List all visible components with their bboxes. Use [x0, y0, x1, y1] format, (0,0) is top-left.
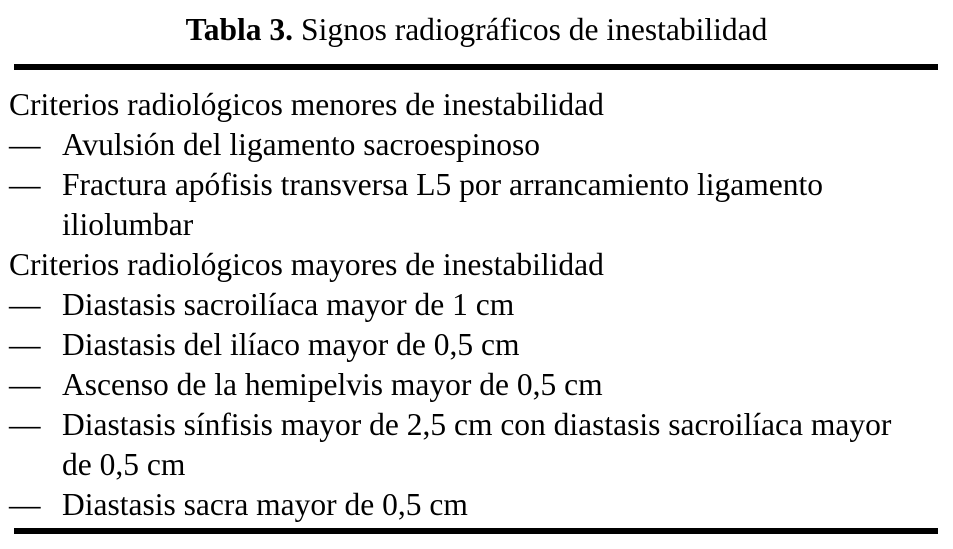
list-item [9, 125, 907, 165]
list-item-text: Diastasis del ilíaco mayor de 0,5 cm [62, 327, 520, 362]
list-item-text: Diastasis sacroilíaca mayor de 1 cm [62, 287, 515, 322]
list-item-text: Fractura apófisis transversa L5 por arrancamiento ligamento iliolumbar [62, 167, 823, 242]
section-heading-major-criteria: Criterios radiológicos mayores de inestabilidad [9, 247, 604, 282]
table-number-label: Tabla 3. [185, 12, 294, 47]
table-caption: Signos radiográficos de inestabilidad [301, 12, 768, 47]
top-rule [14, 64, 938, 70]
dash-bullet: — [9, 127, 41, 162]
list-item [9, 285, 907, 325]
table-title [0, 11, 953, 49]
list-item-text: Diastasis sínfisis mayor de 2,5 cm con diastasis sacroilíaca mayor de 0,5 cm [62, 407, 892, 482]
dash-bullet: — [9, 487, 41, 522]
table-body [9, 85, 907, 525]
dash-bullet: — [9, 407, 41, 442]
dash-bullet: — [9, 367, 41, 402]
list-item [9, 405, 907, 485]
list-item [9, 325, 907, 365]
list-item [9, 365, 907, 405]
dash-bullet: — [9, 327, 41, 362]
dash-bullet: — [9, 167, 41, 202]
list-item-text: Avulsión del ligamento sacroespinoso [62, 127, 540, 162]
bottom-rule [14, 528, 938, 534]
dash-bullet: — [9, 287, 41, 322]
list-item-text: Diastasis sacra mayor de 0,5 cm [62, 487, 468, 522]
list-item [9, 165, 907, 245]
list-item [9, 485, 907, 525]
list-item-text: Ascenso de la hemipelvis mayor de 0,5 cm [62, 367, 603, 402]
section-heading-minor-criteria: Criterios radiológicos menores de inestabilidad [9, 87, 604, 122]
